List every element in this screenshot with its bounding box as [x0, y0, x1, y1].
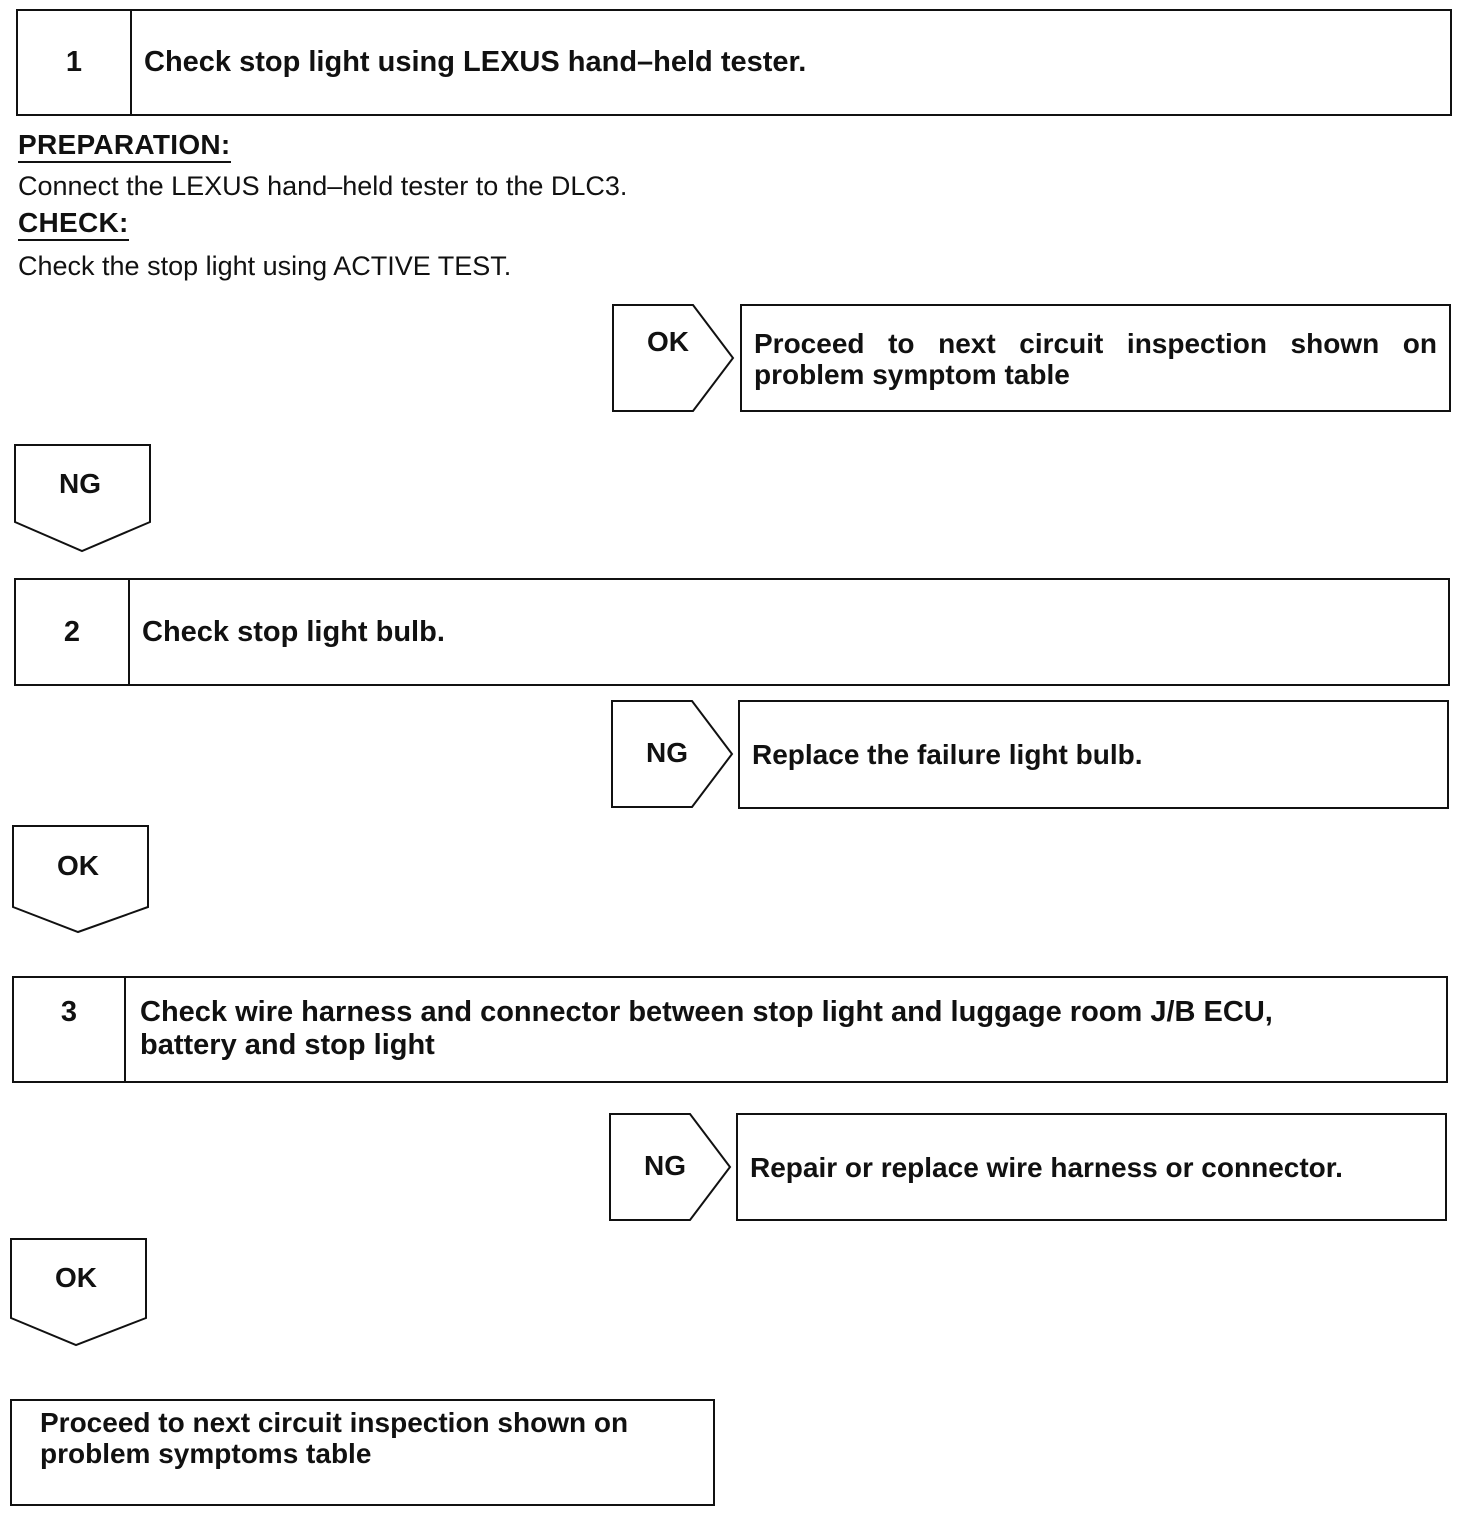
- step-3-number: 3: [14, 978, 126, 1081]
- step-1-side-label: OK: [647, 326, 689, 357]
- step-1-side-arrow: [612, 304, 736, 414]
- step-3-side-result-text: Repair or replace wire harness or connector.: [750, 1151, 1343, 1183]
- preparation-section: [18, 130, 231, 160]
- step-3-side-label: NG: [644, 1150, 686, 1181]
- step-1-down-label: NG: [59, 468, 101, 499]
- check-heading: CHECK:: [18, 207, 129, 241]
- step-1-title: Check stop light using LEXUS hand–held tester.: [144, 46, 807, 78]
- step-2-down-label: OK: [57, 850, 99, 881]
- step-2-title: Check stop light bulb.: [142, 615, 445, 648]
- step-2-number: 2: [16, 580, 130, 684]
- final-result-box: Proceed to next circuit inspection shown on problem symptoms table: [10, 1399, 715, 1506]
- check-section: [18, 208, 129, 238]
- step-3-side-result: [736, 1113, 1447, 1221]
- preparation-heading: PREPARATION:: [18, 129, 231, 163]
- check-text: Check the stop light using ACTIVE TEST.: [18, 251, 512, 281]
- step-1-box: [16, 9, 1452, 116]
- step-2-side-result-text: Replace the failure light bulb.: [752, 739, 1143, 770]
- step-2-side-result: [738, 700, 1449, 809]
- step-3-down-label: OK: [55, 1262, 97, 1293]
- preparation-text: Connect the LEXUS hand–held tester to the DLC3.: [18, 171, 628, 201]
- step-1-number: 1: [18, 11, 132, 114]
- step-3-title: Check wire harness and connector between stop light and luggage room J/B ECU, battery and stop light: [140, 996, 1273, 1061]
- step-3-box: [12, 976, 1448, 1083]
- step-2-box: [14, 578, 1450, 686]
- step-1-side-result: Proceed to next circuit inspection shown on problem symptom table: [740, 304, 1451, 412]
- step-2-side-label: NG: [646, 737, 688, 768]
